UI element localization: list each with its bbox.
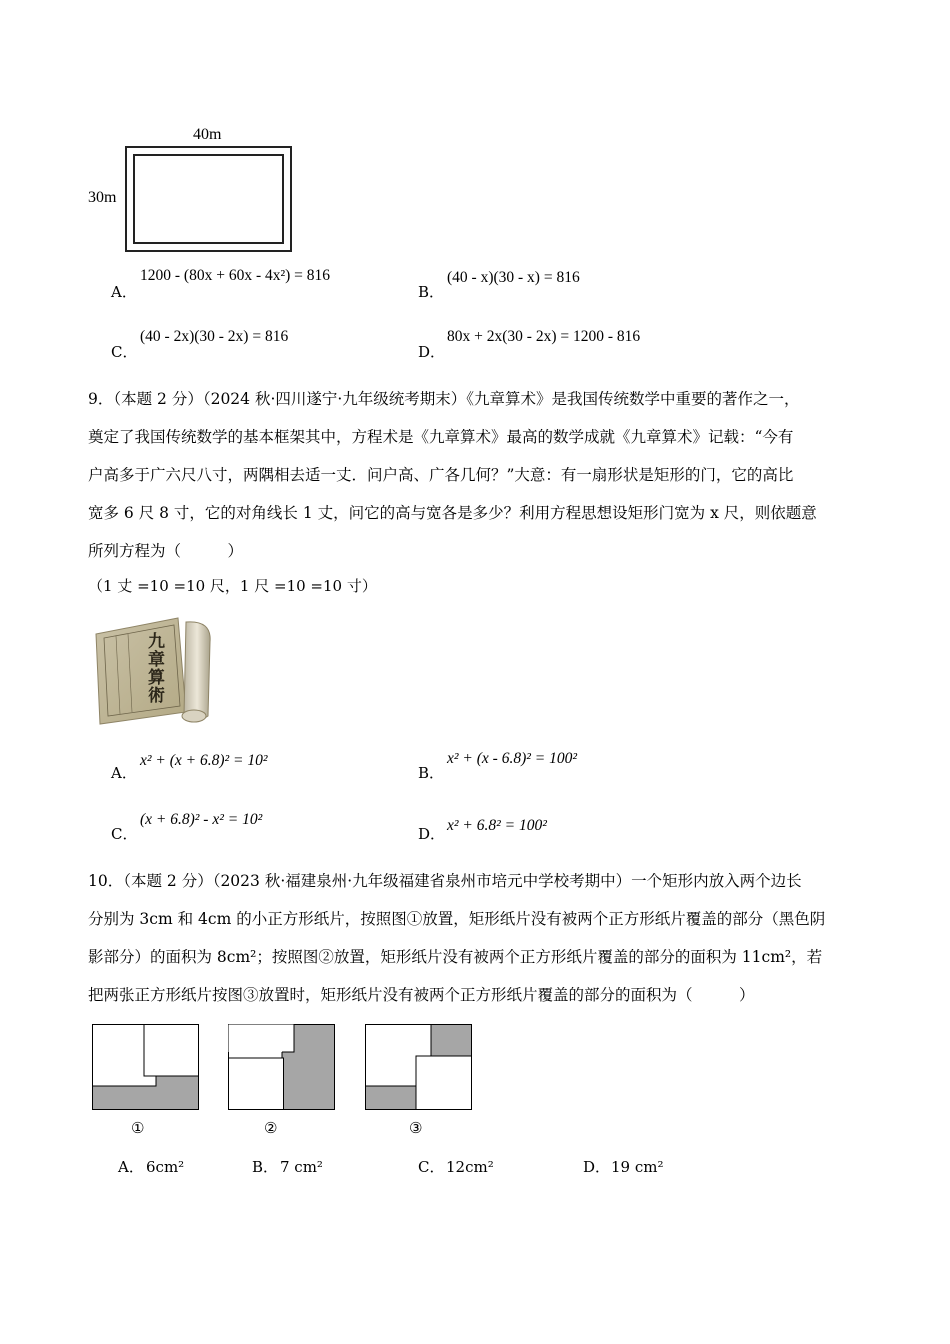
- q10-line-4: 把两张正方形纸片按图③放置时，矩形纸片没有被两个正方形纸片覆盖的部分的面积为（ ）: [88, 986, 755, 1004]
- option-d-letter: D．: [418, 343, 446, 361]
- question-9-text: [88, 380, 868, 570]
- option-a-letter: A．: [111, 283, 137, 301]
- figure-1: [92, 1024, 199, 1110]
- book-title: 九章算術: [144, 632, 164, 704]
- q9-option-a-letter: A．: [111, 764, 137, 782]
- q10-option-d-value: 19 cm²: [611, 1158, 664, 1176]
- q9-option-d-formula: x² + 6.8² = 100²: [447, 817, 547, 834]
- book-illustration: [90, 612, 214, 726]
- q9-option-c-formula: (x + 6.8)² - x² = 10²: [140, 811, 263, 828]
- q9-line-5: 所列方程为（ ）: [88, 542, 244, 560]
- width-label: 40m: [193, 126, 222, 143]
- figure-3: [365, 1024, 472, 1110]
- option-d-formula: 80x + 2x(30 - 2x) = 1200 - 816: [447, 328, 641, 345]
- q10-option-d-letter: D．: [583, 1158, 611, 1176]
- q9-option-c-letter: C．: [111, 825, 138, 843]
- height-label: 30m: [88, 189, 117, 206]
- option-c-letter: C．: [111, 343, 138, 361]
- q9-option-b-letter: B．: [418, 764, 445, 782]
- q10-option-c-letter: C．: [418, 1158, 445, 1176]
- q10-line-1: 10．（本题 2 分）（2023 秋·福建泉州·九年级福建省泉州市培元中学校考期中）一个矩形内放入两个边长: [88, 872, 802, 890]
- inner-rectangle: [133, 154, 284, 244]
- q9-line-4: 宽多 6 尺 8 寸，它的对角线长 1 丈，问它的高与宽各是多少？利用方程思想设矩形门宽为 x 尺，则依题意: [88, 504, 817, 522]
- option-c-formula: (40 - 2x)(30 - 2x) = 816: [140, 328, 289, 345]
- question-10-text: [88, 862, 868, 1014]
- figure-1-label: ①: [131, 1119, 145, 1137]
- figure-2-label: ②: [264, 1119, 278, 1137]
- q9-option-d-letter: D．: [418, 825, 446, 843]
- q9-option-b-formula: x² + (x - 6.8)² = 100²: [447, 750, 577, 767]
- q10-option-b-value: 7 cm²: [280, 1158, 323, 1176]
- q9-line-1: 9．（本题 2 分）（2024 秋·四川遂宁·九年级统考期末）《九章算术》是我国传统数学中重要的著作之一，: [88, 390, 800, 408]
- q10-option-c-value: 12cm²: [446, 1158, 494, 1176]
- option-a-formula: 1200 - (80x + 60x - 4x²) = 816: [140, 267, 331, 284]
- q9-line-3: 户高多于广六尺八寸，两隅相去适一丈．问户高、广各几何？”大意：有一扇形状是矩形的门，它的高比: [88, 466, 794, 484]
- q9-line-2: 奠定了我国传统数学的基本框架其中，方程术是《九章算术》最高的数学成就《九章算术》记载：“今有: [88, 428, 794, 446]
- q10-line-2: 分别为 3cm 和 4cm 的小正方形纸片，按照图①放置，矩形纸片没有被两个正方形纸片覆盖的部分（黑色阴: [88, 910, 826, 928]
- q10-line-3: 影部分）的面积为 8cm²；按照图②放置，矩形纸片没有被两个正方形纸片覆盖的部分的面积为 11cm²，若: [88, 948, 823, 966]
- figure-3-label: ③: [409, 1119, 423, 1137]
- q9-option-a-formula: x² + (x + 6.8)² = 10²: [140, 752, 268, 769]
- option-b-formula: (40 - x)(30 - x) = 816: [447, 269, 580, 286]
- option-b-letter: B．: [418, 283, 445, 301]
- figure-2: [228, 1024, 335, 1110]
- q10-option-a-value: 6cm²: [146, 1158, 185, 1176]
- q9-unit-note: （1 丈 =10 =10 尺，1 尺 =10 =10 寸）: [88, 577, 377, 595]
- q10-option-a-letter: A．: [118, 1158, 144, 1176]
- q10-option-b-letter: B．: [252, 1158, 279, 1176]
